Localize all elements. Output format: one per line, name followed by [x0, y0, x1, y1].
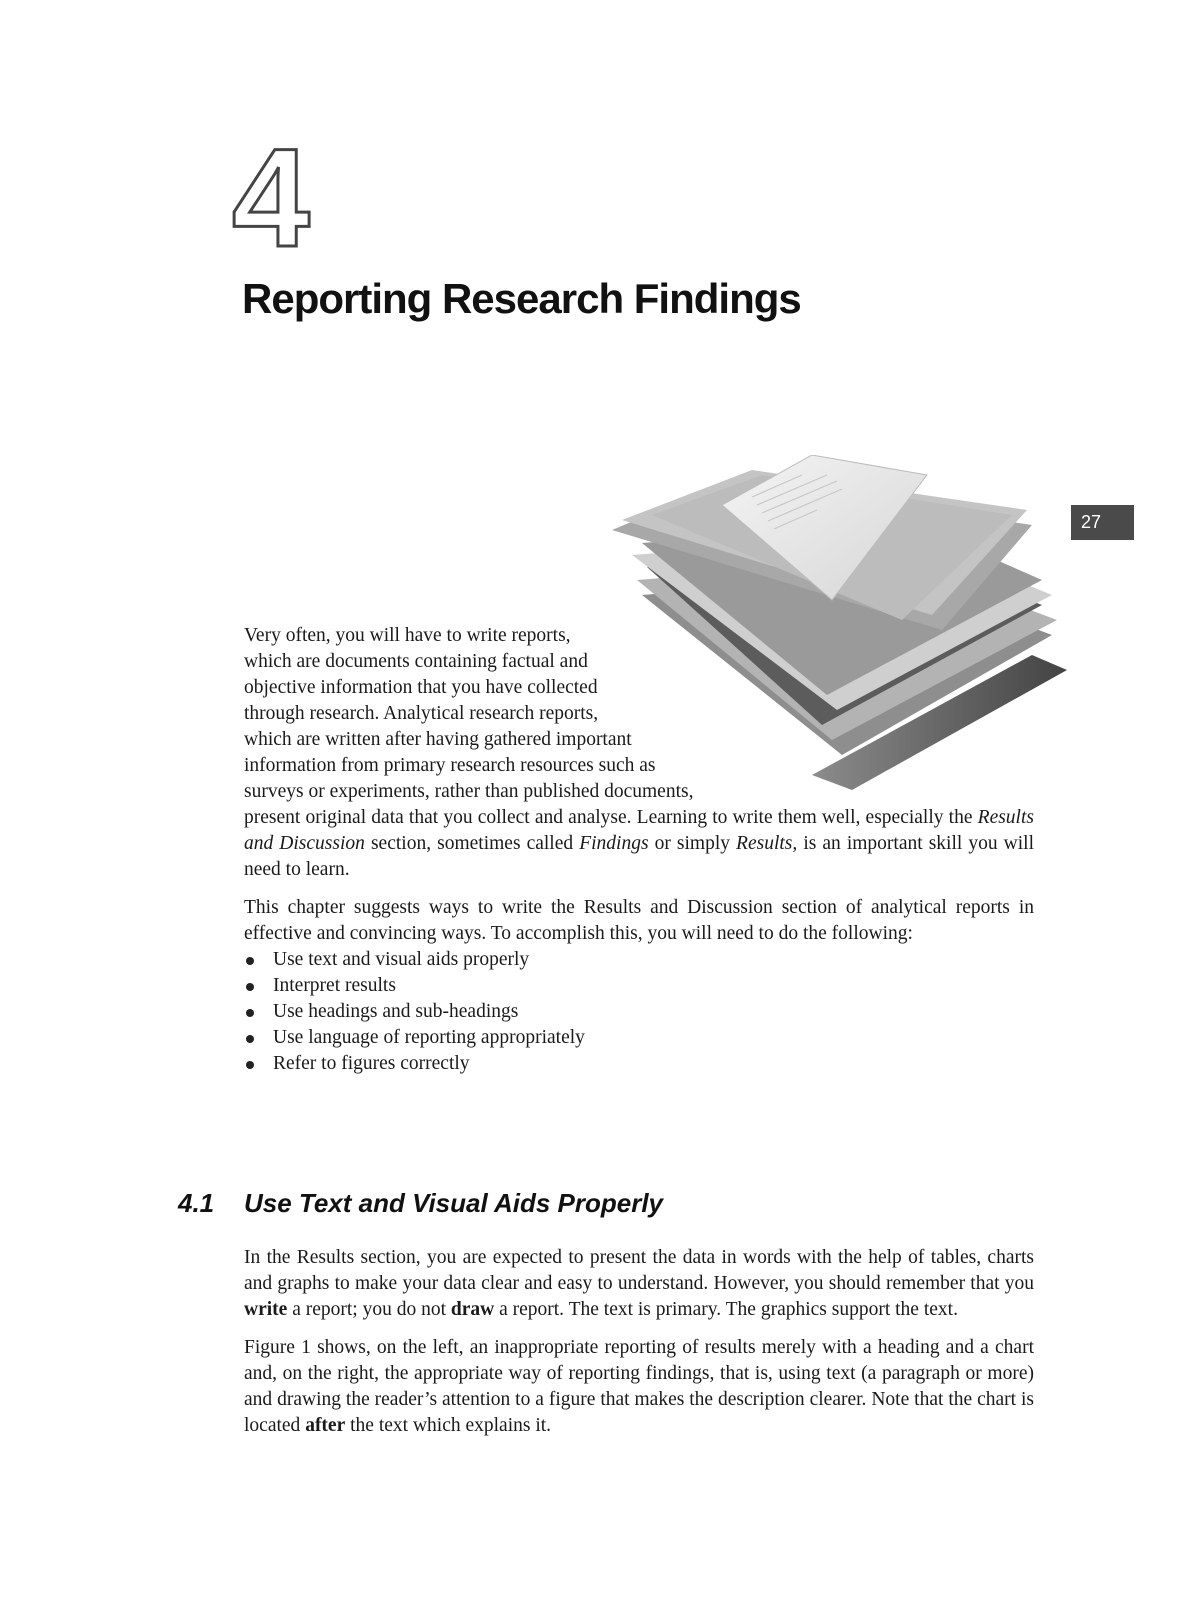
italic-term: Results and Discussion	[244, 807, 1034, 854]
bold-term: after	[305, 1415, 346, 1436]
section-number: 4.1	[178, 1188, 215, 1218]
intro-continuation	[244, 805, 1034, 883]
list-item: Interpret results	[244, 973, 1034, 999]
list-item: Use headings and sub-headings	[244, 999, 1034, 1025]
chapter-title: Reporting Research Findings	[242, 275, 801, 322]
list-item: Use language of reporting appropriately	[244, 1025, 1034, 1051]
chapter-number: 4	[232, 119, 310, 276]
text-run: or simply	[648, 833, 737, 854]
section-paragraph-1	[244, 1245, 1034, 1323]
text-run: is an important skill you will need to learn.	[244, 833, 1034, 880]
intro-line: which are documents containing factual and	[244, 651, 588, 672]
text-run: present original data that you collect and analyse. Learning to write them well, especially the	[244, 807, 978, 828]
chapter-overview-paragraph: This chapter suggests ways to write the Results and Discussion section of analytical reports in effective and convincing ways. To accomplish this, you will need to do the following:	[244, 897, 1034, 944]
intro-paragraph	[244, 623, 1034, 883]
text-run: the text which explains it.	[345, 1415, 552, 1436]
list-item: Refer to figures correctly	[244, 1051, 1034, 1077]
intro-line: surveys or experiments, rather than published documents,	[244, 781, 694, 802]
italic-term: Findings	[579, 833, 649, 854]
text-run: In the Results section, you are expected to present the data in words with the help of tables, charts and graphs to make your data clear and easy to understand. However, you should remember that you	[244, 1247, 1034, 1294]
text-run: Figure 1 shows, on the left, an inappropriate reporting of results merely with a heading and a chart and, on the right, the appropriate way of reporting findings, that is, using text (a paragraph or more) and drawing the reader’s attention to a figure that makes the description clearer. Note that the chart is located	[244, 1337, 1034, 1436]
page-number-tab	[1071, 505, 1134, 540]
text-run: section, sometimes called	[364, 833, 580, 854]
italic-term: Results,	[736, 833, 798, 854]
intro-line: information from primary research resources such as	[244, 755, 656, 776]
intro-line: which are written after having gathered important	[244, 729, 632, 750]
section-paragraph-2	[244, 1335, 1034, 1439]
intro-line: Very often, you will have to write reports,	[244, 625, 571, 646]
intro-text	[244, 623, 1034, 1077]
section-heading	[178, 1188, 663, 1219]
section-text	[244, 1245, 1034, 1451]
list-item: Use text and visual aids properly	[244, 947, 1034, 973]
page-number: 27	[1081, 512, 1102, 532]
bold-term: write	[244, 1299, 288, 1320]
intro-line: through research. Analytical research reports,	[244, 703, 599, 724]
intro-line: objective information that you have collected	[244, 677, 598, 698]
text-run: a report; you do not	[287, 1299, 451, 1320]
section-title: Use Text and Visual Aids Properly	[244, 1188, 664, 1218]
text-run: a report. The text is primary. The graphics support the text.	[494, 1299, 958, 1320]
bold-term: draw	[450, 1299, 495, 1320]
skills-list	[244, 947, 1034, 1077]
